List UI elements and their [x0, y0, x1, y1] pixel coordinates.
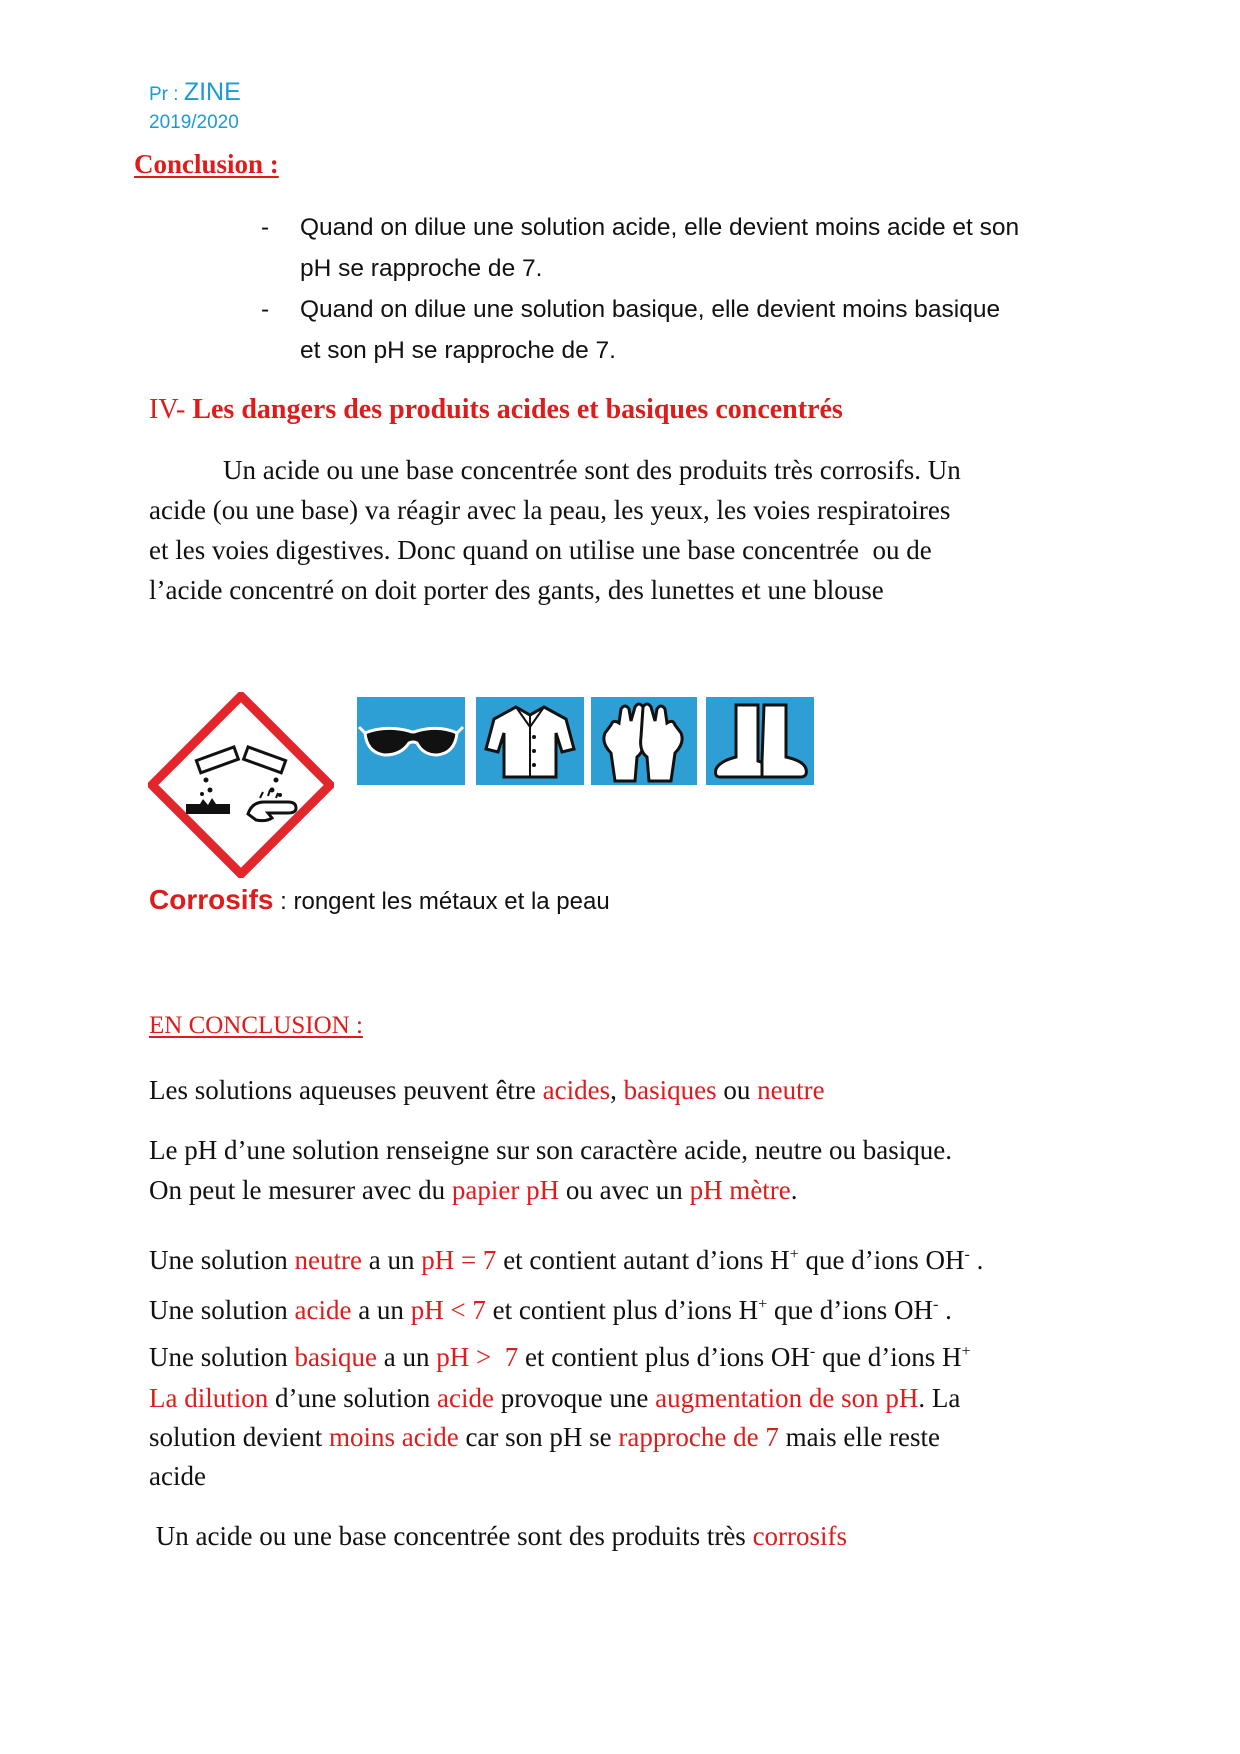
bullet-dash: - — [261, 296, 270, 323]
bullet-dash: - — [261, 214, 270, 241]
author-name: ZINE — [183, 78, 241, 106]
school-year: 2019/2020 — [149, 112, 239, 133]
en-conclusion-title: EN CONCLUSION : — [149, 1012, 363, 1039]
summary-line: solution devient moins acide car son pH se rapproche de 7 mais elle reste — [149, 1422, 941, 1452]
summary-line: Les solutions aqueuses peuvent être acides, basiques ou neutre — [149, 1075, 825, 1105]
summary-line: On peut le mesurer avec du papier pH ou avec un pH mètre. — [149, 1175, 798, 1205]
hazard-label: Corrosifs — [149, 884, 274, 915]
paragraph-line: acide (ou une base) va réagir avec la peau, les yeux, les voies respiratoires — [149, 495, 951, 525]
lab-coat-icon — [476, 697, 584, 785]
bullet-text-line: pH se rapproche de 7. — [300, 255, 543, 282]
conclusion-title: Conclusion : — [134, 149, 279, 179]
boots-icon — [706, 697, 814, 785]
paragraph-line: l’acide concentré on doit porter des gants, des lunettes et une blouse — [149, 575, 884, 605]
conclusion-bullet — [261, 289, 1061, 371]
author-line — [149, 78, 241, 107]
goggles-icon — [357, 697, 465, 785]
summary-line: Une solution neutre a un pH = 7 et contient autant d’ions H+ que d’ions OH- . — [149, 1245, 984, 1275]
gloves-icon — [591, 697, 697, 785]
bullet-text-line: et son pH se rapproche de 7. — [300, 337, 616, 364]
summary-line: Un acide ou une base concentrée sont des produits très corrosifs — [149, 1521, 848, 1551]
paragraph-line: Un acide ou une base concentrée sont des produits très corrosifs. Un — [223, 455, 961, 485]
section-number: IV- — [149, 394, 193, 425]
section-title: Les dangers des produits acides et basiques concentrés — [192, 394, 843, 425]
bullet-text-line: Quand on dilue une solution basique, elle devient moins basique — [300, 296, 1001, 323]
hazard-description: : rongent les métaux et la peau — [273, 888, 610, 915]
conclusion-bullet — [261, 207, 1061, 289]
summary-line: Le pH d’une solution renseigne sur son caractère acide, neutre ou basique. — [149, 1135, 952, 1165]
corrosive-hazard-icon — [148, 692, 334, 878]
section-4-heading — [149, 394, 843, 426]
danger-paragraph — [149, 450, 1109, 610]
summary-line: Une solution acide a un pH < 7 et contient plus d’ions H+ que d’ions OH- . — [149, 1295, 952, 1325]
summary-line: La dilution d’une solution acide provoque une augmentation de son pH. La — [149, 1383, 961, 1413]
bullet-text-line: Quand on dilue une solution acide, elle devient moins acide et son — [300, 214, 1020, 241]
summary-line: acide — [149, 1461, 206, 1491]
hazard-caption — [149, 884, 610, 916]
paragraph-line: et les voies digestives. Donc quand on utilise une base concentrée ou de — [149, 535, 932, 565]
summary-line: Une solution basique a un pH > 7 et contient plus d’ions OH- que d’ions H+ — [149, 1342, 971, 1372]
author-prefix: Pr : — [149, 84, 184, 105]
